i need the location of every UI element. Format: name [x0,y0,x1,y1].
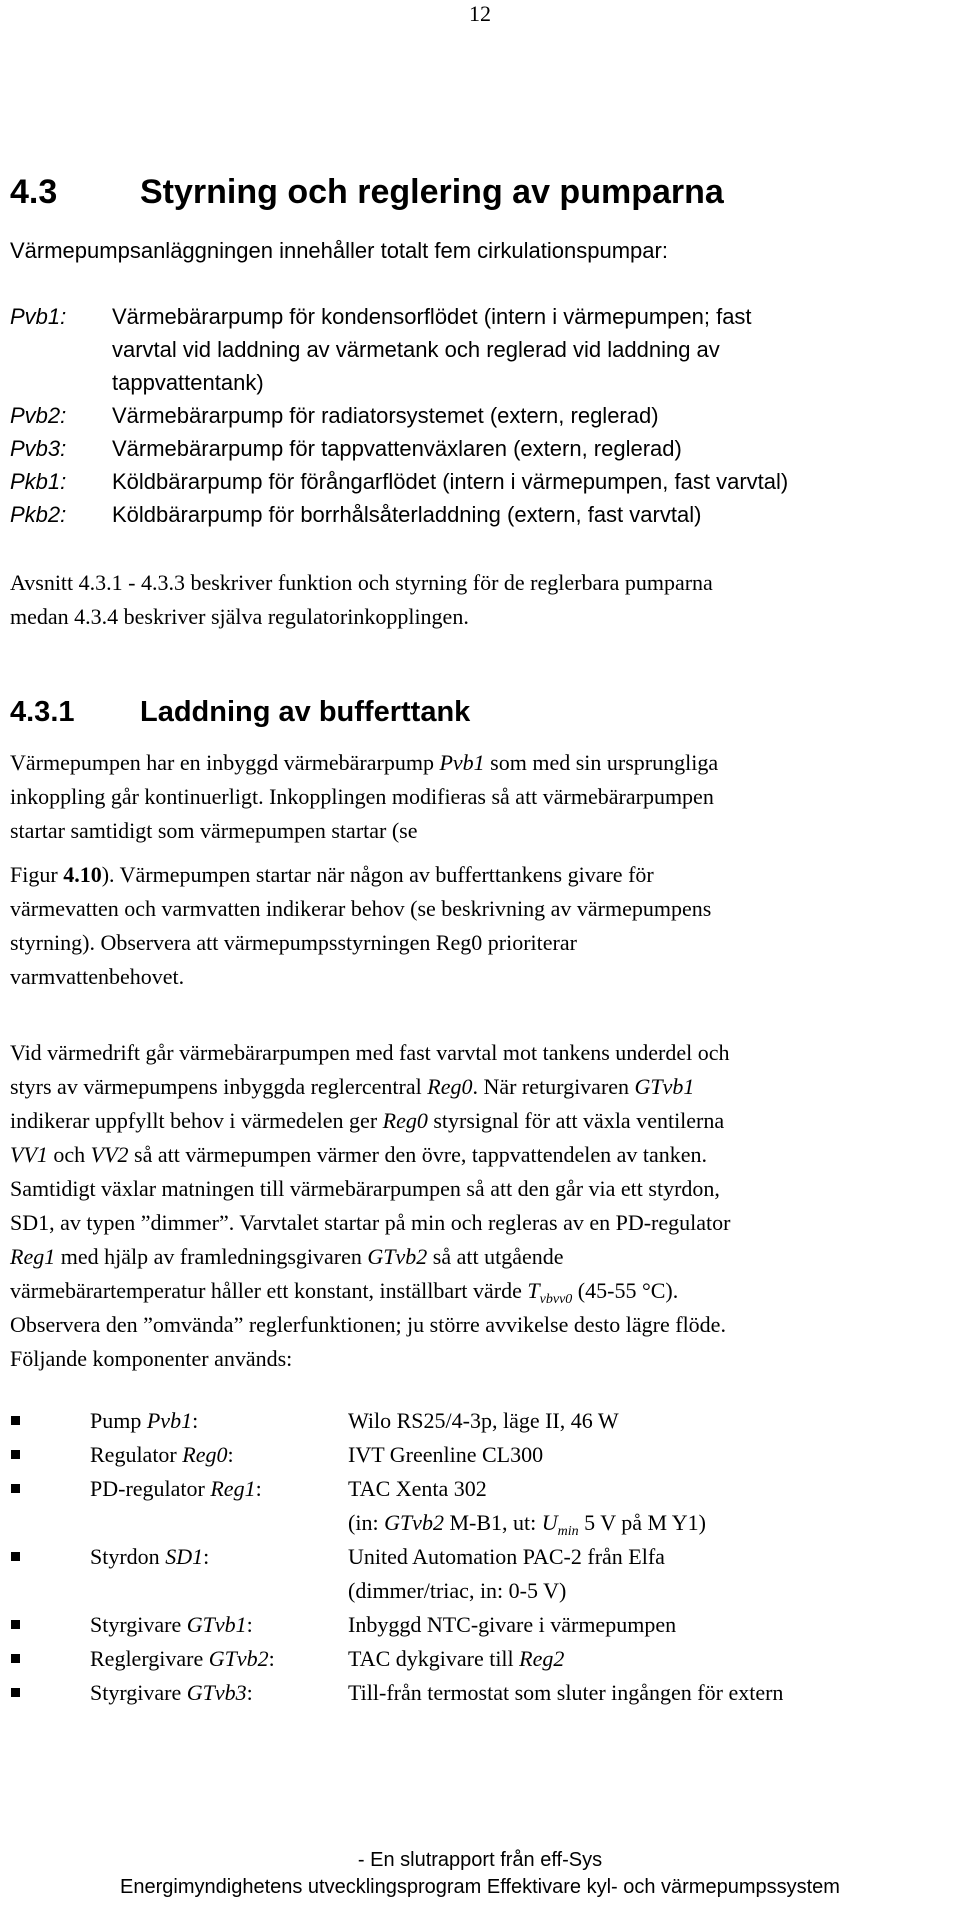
text-line [10,1274,955,1308]
text-line: Följande komponenter används: [10,1346,293,1371]
component-value: TAC dykgivare till Reg2 [348,1646,565,1671]
ref: VV2 [90,1142,129,1167]
component-value: Till-från termostat som sluter ingången för extern [348,1680,784,1705]
text-line: inkoppling går kontinuerligt. Inkopplingen modifieras så att värmebärarpumpen [10,784,714,809]
text: som med sin ursprungliga [484,750,719,775]
pump-desc: Värmebärarpump för radiatorsystemet (extern, reglerad) [112,403,659,428]
paragraph-2 [10,858,955,994]
text: styrs av värmepumpens inbyggda reglercentral [10,1074,428,1099]
pump-desc: Köldbärarpump för borrhålsåterladdning (extern, fast varvtal) [112,502,702,527]
text: indikerar uppfyllt behov i värmedelen ger [10,1108,383,1133]
pump-desc: tappvattentank) [112,370,264,395]
subsection-title: Laddning av bufferttank [140,696,471,728]
component-value-continued: (in: GTvb2 M-B1, ut: $U_{min}$ 5 V på M Y1) [348,1510,706,1539]
pump-id: Pvb1: [10,304,67,329]
footer-line-1: - En slutrapport från eff-Sys [357,1849,603,1871]
pump-desc: Köldbärarpump för förångarflödet (intern i värmepumpen, fast varvtal) [112,469,789,494]
symbol: T [527,1278,540,1303]
text-line [10,1240,955,1274]
paragraph-1 [10,746,955,848]
pump-ref: Pvb1 [439,750,485,775]
ref: GTvb1 [634,1074,695,1099]
bullet-square-icon [11,1654,20,1663]
subsection-heading [10,694,470,730]
text-line: Avsnitt 4.3.1 - 4.3.3 beskriver funktion och styrning för de reglerbara pumparna [10,570,713,595]
ref: Reg0 [427,1074,473,1099]
text-line: styrning). Observera att värmepumpsstyrningen Reg0 prioriterar [10,930,577,955]
text: . När returgivaren [472,1074,635,1099]
bullet-square-icon [11,1552,20,1561]
text-line: startar samtidigt som värmepumpen startar (se [10,818,418,843]
page-number: 12 [469,1,491,26]
bullet-square-icon [11,1688,20,1697]
pump-id: Pvb2: [10,403,67,428]
text-line: Samtidigt växlar matningen till värmebärarpumpen så att den går via ett styrdon, [10,1176,720,1201]
text: så att värmepumpen värmer den övre, tappvattendelen av tanken. [128,1142,708,1167]
component-value: Inbyggd NTC-givare i värmepumpen [348,1612,677,1637]
text-line [10,1138,955,1172]
component-value: IVT Greenline CL300 [348,1442,544,1467]
ref: GTvb2 [367,1244,428,1269]
pump-desc: Värmebärarpump för kondensorflödet (intern i värmepumpen; fast [112,304,752,329]
component-label: Styrgivare GTvb3: [90,1680,253,1705]
bullet-square-icon [11,1450,20,1459]
component-label: Pump Pvb1: [90,1408,199,1433]
text: styrsignal för att växla ventilerna [427,1108,725,1133]
text: Värmepumpen har en inbyggd värmebärarpump [10,750,440,775]
section-heading [10,172,724,212]
paragraph-3 [10,1036,955,1376]
component-label: Styrgivare GTvb1: [90,1612,253,1637]
component-label: Regulator Reg0: [90,1442,234,1467]
symbol-subscript: vbvv0 [539,1292,573,1307]
text-line [10,1104,955,1138]
text-line [10,1070,955,1104]
text: så att utgående [427,1244,564,1269]
ref: Reg1 [10,1244,56,1269]
text: Figur [10,862,64,887]
text: ). Värmepumpen startar när någon av bufferttankens givare för [101,862,654,887]
text: värmebärartemperatur håller ett konstant, inställbart värde [10,1278,528,1303]
avsnitt-paragraph [10,566,955,634]
text: med hjälp av framledningsgivaren [55,1244,368,1269]
text-line: varmvattenbehovet. [10,964,185,989]
component-label: PD-regulator Reg1: [90,1476,262,1501]
text-line: SD1, av typen ”dimmer”. Varvtalet startar på min och regleras av en PD-regulator [10,1210,731,1235]
text-line: Vid värmedrift går värmebärarpumpen med fast varvtal mot tankens underdel och [10,1040,730,1065]
component-value: United Automation PAC-2 från Elfa [348,1544,665,1569]
component-label: Styrdon SD1: [90,1544,210,1569]
text-line: Observera den ”omvända” reglerfunktionen; ju större avvikelse desto lägre flöde. [10,1312,726,1337]
pump-list [0,300,960,530]
component-value: Wilo RS25/4-3p, läge II, 46 W [348,1408,619,1433]
text-line: medan 4.3.4 beskriver själva regulatorinkopplingen. [10,604,469,629]
ref: Reg0 [382,1108,428,1133]
section-number: 4.3 [10,173,58,211]
section-title: Styrning och reglering av pumparna [140,173,724,211]
ref: VV1 [10,1142,48,1167]
subsection-number: 4.3.1 [10,696,75,728]
pump-id: Pkb1: [10,469,67,494]
figure-ref: 4.10 [63,862,102,887]
pump-desc: varvtal vid laddning av värmetank och reglerad vid laddning av [112,337,720,362]
text-line [10,858,955,892]
section-intro: Värmepumpsanläggningen innehåller totalt fem cirkulationspumpar: [10,238,668,263]
bullet-square-icon [11,1620,20,1629]
component-value-continued: (dimmer/triac, in: 0-5 V) [348,1578,567,1603]
pump-id: Pvb3: [10,436,67,461]
component-list [0,1404,960,1704]
text-line [10,746,955,780]
component-label: Reglergivare GTvb2: [90,1646,275,1671]
bullet-square-icon [11,1484,20,1493]
text: och [47,1142,91,1167]
text-line: värmevatten och varmvatten indikerar behov (se beskrivning av värmepumpens [10,896,712,921]
pump-desc: Värmebärarpump för tappvattenväxlaren (extern, reglerad) [112,436,682,461]
component-value: TAC Xenta 302 [348,1476,487,1501]
pump-id: Pkb2: [10,502,67,527]
footer-line-2: Energimyndighetens utvecklingsprogram Effektivare kyl- och värmepumpssystem [120,1876,840,1898]
text: (45-55 °C). [572,1278,679,1303]
bullet-square-icon [11,1416,20,1425]
